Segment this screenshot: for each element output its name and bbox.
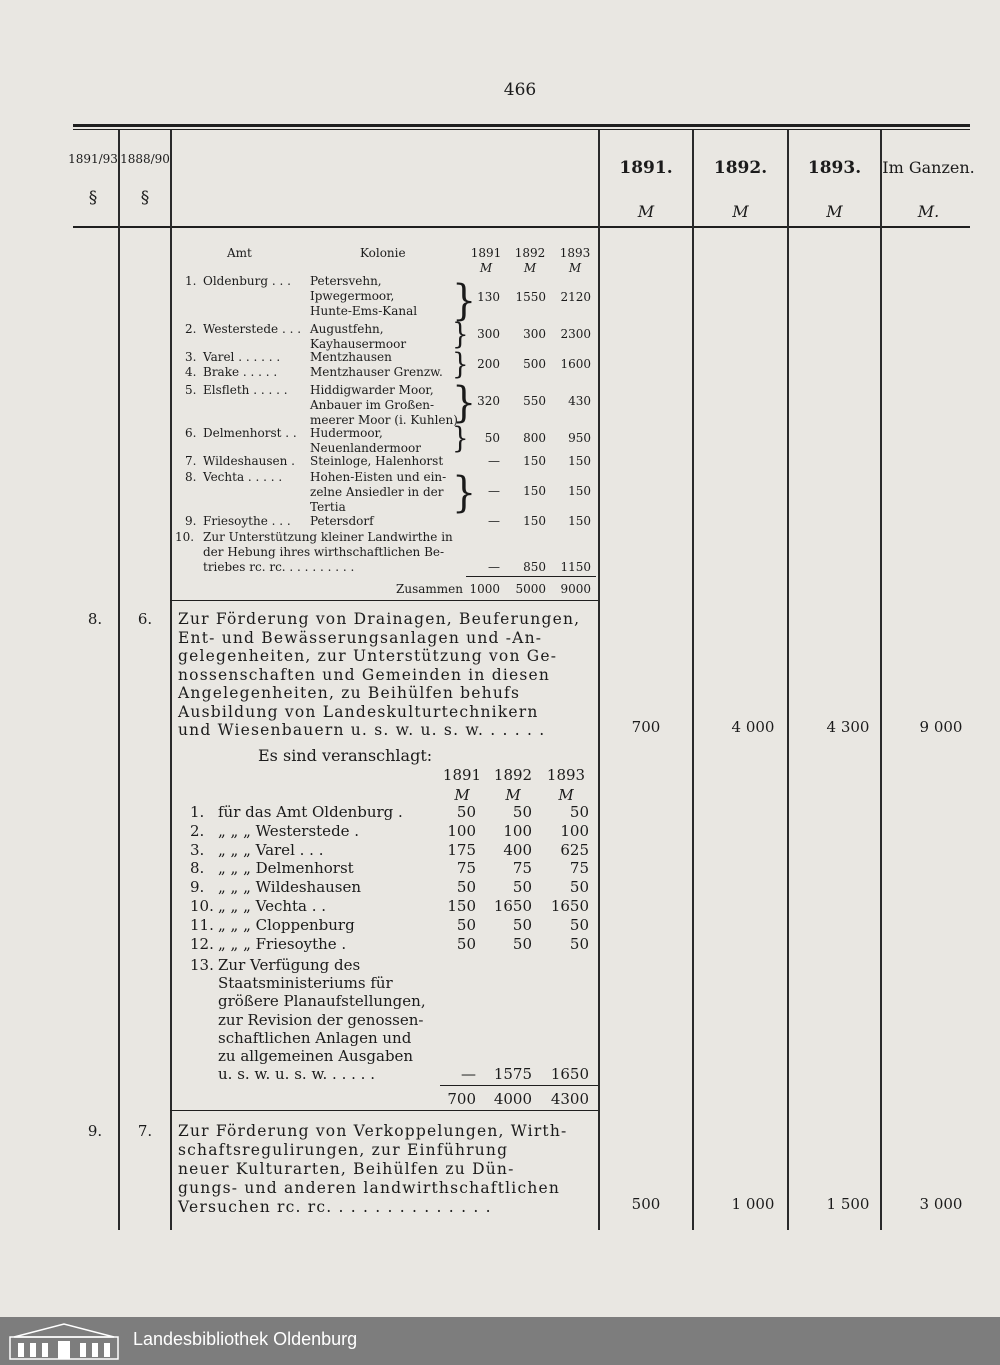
colony-row-no: 7. (185, 454, 197, 468)
colony-head-1891: 1891 (470, 246, 502, 260)
item9-line: neuer Kulturarten, Beihülfen zu Dün- (178, 1160, 515, 1178)
footer-bar (0, 1317, 1000, 1365)
item8-sub-1892: 50 (512, 878, 532, 897)
item8-sub-1892: 100 (503, 821, 532, 840)
header-col-1891-93: 1891/93 (68, 152, 118, 166)
item8-sub-1892: 50 (512, 803, 532, 821)
colony-row-no: 1. (185, 274, 197, 288)
colony-row-amt: Wildeshausen . (203, 454, 295, 468)
item8-sub-unit-1: M (454, 786, 470, 804)
header-total: Im Ganzen. (882, 158, 975, 177)
header-unit-total: M. (917, 202, 940, 221)
colony-row-amt: Friesoythe . . . (203, 514, 291, 528)
colony-row-kolonie: Petersvehn, (310, 274, 382, 288)
colony-row-1892: 150 (523, 484, 546, 498)
colony-row-kolonie: meerer Moor (i. Kuhlen) (310, 413, 458, 427)
item8-sub13-line: u. s. w. u. s. w. . . . . . (218, 1065, 375, 1084)
header-year-1893: 1893. (807, 158, 862, 178)
section-rule-2 (170, 1110, 598, 1111)
colony-row-1893: 150 (568, 514, 591, 528)
colony-row-1891: — (488, 514, 500, 528)
colony-row-no: 8. (185, 470, 197, 484)
colony-total-1893: 9000 (560, 582, 591, 596)
colony-head-1892: 1892 (514, 246, 546, 260)
colony-row-1893: 430 (568, 394, 591, 408)
colony-total-label: Zusammen (396, 582, 463, 596)
item8-sub-1893: 50 (569, 803, 589, 821)
item8-sub-1893: 50 (569, 934, 589, 953)
colony-row-kolonie: Kayhausermoor (310, 337, 407, 351)
item8-sub-1891: 50 (456, 915, 476, 934)
colony-row-kolonie: Hudermoor, (310, 426, 383, 440)
item8-1891: 700 (631, 718, 661, 736)
item8-line: Ausbildung von Landeskulturtechnikern (178, 702, 539, 721)
colony-head-kolonie: Kolonie (360, 246, 406, 260)
item9-1893: 1 500 (826, 1195, 870, 1213)
colony-row-kolonie: Mentzhausen (310, 350, 392, 364)
item8-sub-1891: 75 (456, 859, 476, 878)
colony-row-kolonie: Hohen-Eisten und ein- (310, 470, 447, 484)
colony-row-kolonie: Hunte-Ems-Kanal (310, 304, 418, 318)
item8-line: Zur Förderung von Drainagen, Beuferungen, (178, 610, 581, 628)
colony-row-no: 6. (185, 426, 197, 440)
item8-sub-head-1892: 1892 (493, 766, 533, 784)
item8-1892: 4 000 (731, 718, 775, 736)
item8-sub-label: „ „ „ Cloppenburg (218, 915, 355, 934)
item8-para-1888: 6. (137, 610, 153, 628)
item8-sub-1892: 75 (512, 859, 532, 878)
brace-2: } (452, 318, 469, 352)
item8-sub-no: 9. (190, 878, 205, 897)
colony-row-1893: 2120 (560, 290, 591, 304)
header-bottom-rule (73, 226, 970, 228)
colony-row-1893: 1600 (560, 357, 591, 371)
item8-sub-no: 10. (190, 897, 214, 915)
colony-row-1892: 500 (523, 357, 546, 371)
colony-row-1893: 150 (568, 484, 591, 498)
colony-row-1891: — (488, 454, 500, 468)
item8-sub-no: 11. (190, 915, 214, 934)
item8-sub-1892: 1650 (493, 897, 532, 915)
colony-row-kolonie: Hiddigwarder Moor, (310, 383, 434, 397)
item8-sub-no: 1. (190, 803, 205, 821)
colony-row10-1893: 1150 (560, 560, 591, 574)
item9-total: 3 000 (919, 1195, 963, 1213)
item9-para-1888: 7. (137, 1122, 153, 1140)
item8-sub-1893: 50 (569, 915, 589, 934)
colony-row-no: 3. (185, 350, 197, 364)
item8-sub-1891: 100 (447, 821, 476, 840)
item8-sub13-line: zur Revision der genossen- (218, 1010, 424, 1029)
top-rule-thin (73, 129, 970, 130)
colony-row-1892: 550 (523, 394, 546, 408)
item8-sub-no: 2. (190, 821, 205, 840)
colony-row-amt: Varel . . . . . . (203, 350, 281, 364)
colony-row-1893: 950 (568, 431, 591, 445)
footer-library-name: Landesbibliothek Oldenburg (133, 1329, 358, 1349)
colony-total-1891: 1000 (469, 582, 500, 596)
colony-row-kolonie: Anbauer im Großen- (310, 398, 435, 412)
top-rule (73, 124, 970, 127)
colony-row-1892: 800 (523, 431, 546, 445)
item8-sub-head-1893: 1893 (546, 766, 586, 784)
colony-row-no: 2. (185, 322, 197, 336)
item9-1892: 1 000 (731, 1195, 775, 1213)
colony-row-amt: Oldenburg . . . (203, 274, 291, 288)
item8-sub-label: „ „ „ Westerstede . (218, 821, 360, 840)
item8-sub-unit-3: M (558, 786, 574, 804)
item8-sub-1891: 50 (456, 934, 476, 953)
item8-line: Angelegenheiten, zu Beihülfen behufs (178, 684, 521, 702)
item8-sub-1892: 50 (512, 915, 532, 934)
item9-line: gungs- und anderen landwirthschaftlichen (178, 1179, 561, 1197)
item8-line: und Wiesenbauern u. s. w. u. s. w. . . . . . (178, 721, 546, 739)
item8-sub-label: „ „ „ Wildeshausen (218, 878, 362, 897)
colony-row-1893: 150 (568, 454, 591, 468)
colony-row-kolonie: Neuenlandermoor (310, 441, 421, 455)
item8-sub-title: Es sind veranschlagt: (258, 746, 433, 765)
item8-sub-1893: 50 (569, 878, 589, 897)
item9-line: Zur Förderung von Verkoppelungen, Wirth- (178, 1122, 568, 1140)
colony-row-1892: 150 (523, 454, 546, 468)
item8-sub-1893: 625 (560, 840, 589, 859)
item8-sub-1893: 100 (560, 821, 589, 840)
col-divider-2 (170, 130, 172, 1230)
item8-subtotal-1892: 4000 (493, 1090, 532, 1108)
colony-row-amt: Brake . . . . . (203, 365, 278, 379)
colony-row-kolonie: Steinloge, Halenhorst (310, 454, 444, 468)
item8-subtotal-1893: 4300 (550, 1090, 589, 1108)
item8-sub-no: 12. (190, 934, 214, 953)
colony-row-1891: 300 (477, 327, 500, 341)
colony-row-1891: 320 (477, 394, 500, 408)
colony-row-1892: 1550 (515, 290, 546, 304)
col-divider-5 (787, 130, 789, 1230)
header-year-1892: 1892. (713, 158, 768, 178)
colony-row10-1892: 850 (523, 560, 546, 574)
item8-para-1891: 8. (87, 610, 103, 628)
item8-sub13-1893: 1650 (550, 1065, 589, 1083)
brace-5: } (452, 377, 477, 427)
header-unit-1893: M (826, 202, 843, 221)
brace-1: } (452, 275, 477, 325)
item8-sub-unit-2: M (505, 786, 521, 804)
colony-row-amt: Westerstede . . . (203, 322, 302, 336)
item8-sub13-1891: — (461, 1065, 476, 1083)
item8-1893: 4 300 (826, 718, 870, 736)
item9-1891: 500 (631, 1195, 661, 1213)
col-divider-1 (118, 130, 120, 1230)
item9-para-1891: 9. (87, 1122, 103, 1140)
item8-sub13-line: Zur Verfügung des (218, 956, 361, 974)
library-building-icon (6, 1321, 122, 1361)
brace-8: } (452, 467, 477, 517)
item8-sub-head-1891: 1891 (442, 766, 482, 784)
colony-row-1891: 130 (477, 290, 500, 304)
colony-head-unit-1: M (479, 261, 493, 275)
colony-row-1891: 200 (477, 357, 500, 371)
item8-sub13-line: zu allgemeinen Ausgaben (218, 1047, 414, 1065)
colony-head-unit-2: M (523, 261, 537, 275)
item8-sub13-line: Staatsministeriums für (218, 974, 393, 993)
colony-row-kolonie: Petersdorf (310, 514, 374, 528)
header-year-1891: 1891. (619, 158, 673, 178)
colony-head-amt: Amt (227, 246, 252, 260)
item8-line: gelegenheiten, zur Unterstützung von Ge- (178, 647, 558, 665)
item8-sub-1891: 175 (447, 840, 476, 859)
header-unit-1891: M (637, 202, 655, 221)
colony-total-1892: 5000 (515, 582, 546, 596)
colony-head-1893: 1893 (559, 246, 591, 260)
colony-row-1892: 300 (523, 327, 546, 341)
colony-row-kolonie: Augustfehn, (310, 322, 384, 336)
item8-subtotal-1891: 700 (447, 1090, 476, 1108)
item8-sub13-line: größere Planaufstellungen, (218, 992, 426, 1011)
item8-sub-no: 8. (190, 859, 205, 878)
item8-sub-label: „ „ „ Varel . . . (218, 840, 324, 859)
item8-sum-rule (440, 1085, 598, 1086)
colony-row-1891: 50 (484, 431, 500, 445)
item8-sub-1893: 75 (569, 859, 589, 878)
colony-row-no: 4. (185, 365, 197, 379)
item8-sub-1891: 150 (447, 897, 476, 915)
colony-sum-rule (466, 576, 596, 577)
item8-total: 9 000 (919, 718, 963, 736)
item8-sub-label: „ „ „ Delmenhorst (218, 859, 354, 878)
colony-row-1891: — (488, 484, 500, 498)
colony-row10-line3: triebes rc. rc. . . . . . . . . . (203, 560, 355, 574)
colony-row10-no: 10. (175, 530, 195, 544)
item8-line: nossenschaften und Gemeinden in diesen (178, 665, 551, 684)
brace-3: } (452, 348, 469, 382)
colony-row-kolonie: Mentzhauser Grenzw. (310, 365, 443, 379)
item8-sub-label: für das Amt Oldenburg . (218, 803, 403, 821)
colony-row-amt: Delmenhorst . . (203, 426, 297, 440)
colony-row-amt: Elsfleth . . . . . (203, 383, 288, 397)
item8-sub-label: „ „ „ Friesoythe . (218, 934, 347, 953)
brace-6: } (452, 422, 469, 456)
col-divider-4 (692, 130, 694, 1230)
item8-sub-1892: 400 (503, 840, 532, 859)
colony-row-1892: 150 (523, 514, 546, 528)
colony-row-no: 5. (185, 383, 197, 397)
colony-head-unit-3: M (568, 261, 582, 275)
item8-sub-1891: 50 (456, 878, 476, 897)
colony-row-kolonie: zelne Ansiedler in der (310, 485, 444, 499)
colony-row-kolonie: Ipwegermoor, (310, 289, 395, 303)
col-divider-3 (598, 130, 600, 1230)
item8-sub-1892: 50 (512, 934, 532, 953)
item9-line: schaftsregulirungen, zur Einführung (178, 1141, 509, 1159)
item8-sub13-line: schaftlichen Anlagen und (218, 1028, 412, 1047)
page-number: 466 (503, 80, 537, 100)
item8-line: Ent- und Bewässerungsanlagen und -An- (178, 628, 543, 647)
header-col-1891-93-para: § (88, 188, 98, 208)
header-col-1888-90: 1888/90 (120, 152, 170, 166)
colony-row10-line2: der Hebung ihres wirthschaftlichen Be- (203, 545, 445, 559)
item8-sub-label: „ „ „ Vechta . . (218, 897, 327, 915)
item8-sub-1891: 50 (456, 803, 476, 821)
col-divider-6 (880, 130, 882, 1230)
header-unit-1892: M (732, 202, 749, 221)
item8-sub13-1892: 1575 (493, 1065, 532, 1083)
colony-row-1893: 2300 (560, 327, 591, 341)
colony-row10-1891: — (488, 560, 500, 574)
item8-sub-no: 3. (190, 840, 205, 859)
item9-line: Versuchen rc. rc. . . . . . . . . . . . . . (178, 1198, 492, 1216)
colony-row-amt: Vechta . . . . . (203, 470, 283, 484)
colony-row-no: 9. (185, 514, 197, 528)
colony-row10-line1: Zur Unterstützung kleiner Landwirthe in (203, 530, 453, 544)
colony-row-kolonie: Tertia (310, 500, 346, 514)
header-col-1888-90-para: § (140, 188, 150, 208)
item8-sub13-no: 13. (190, 956, 214, 974)
section-rule (170, 600, 598, 601)
item8-sub-1893: 1650 (550, 897, 589, 915)
